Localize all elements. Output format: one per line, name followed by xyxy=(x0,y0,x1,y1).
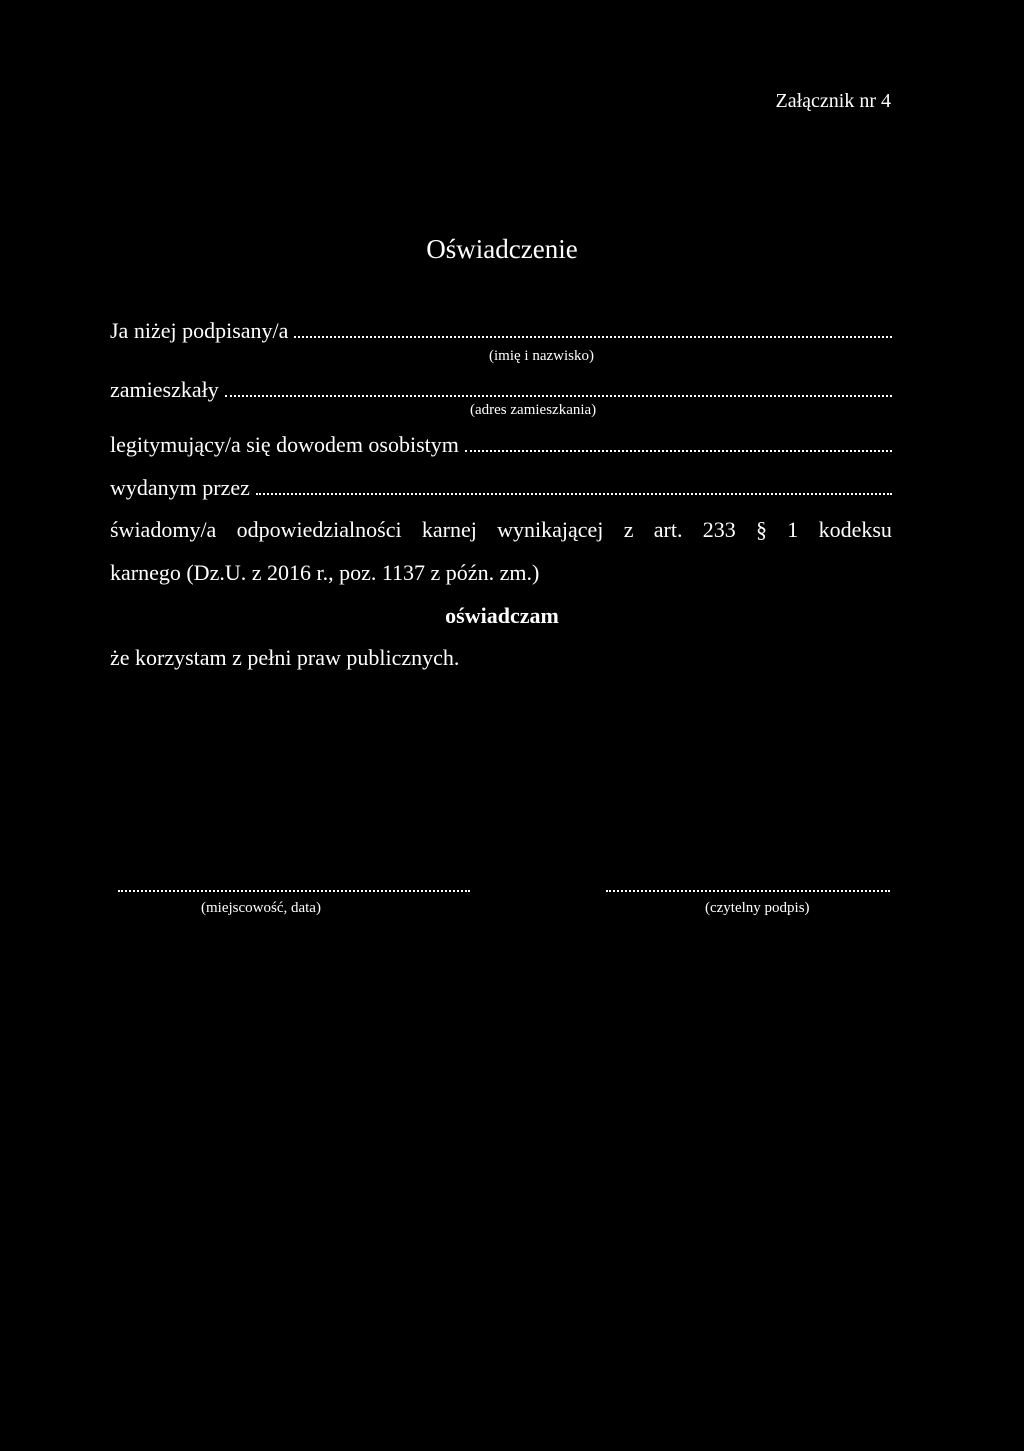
id-document-field xyxy=(110,432,892,458)
awareness-line-2: karnego (Dz.U. z 2016 r., poz. 1137 z późn. zm.) xyxy=(110,560,540,585)
address-field-caption: (adres zamieszkania) xyxy=(470,402,597,418)
awareness-word: art. xyxy=(653,517,683,542)
awareness-word: świadomy/a xyxy=(110,517,217,542)
issued-by-field-label: wydanym przez xyxy=(110,475,250,500)
awareness-word: wynikającej xyxy=(497,517,604,542)
awareness-word: odpowiedzialności xyxy=(236,517,402,542)
statement-text: że korzystam z pełni praw publicznych. xyxy=(110,645,460,670)
place-date-dots xyxy=(118,890,470,892)
signature-dots xyxy=(606,890,890,892)
awareness-word: § xyxy=(756,517,767,542)
declare-word: oświadczam xyxy=(445,603,559,628)
address-field xyxy=(110,377,892,403)
awareness-word: kodeksu xyxy=(818,517,892,542)
address-field-dots xyxy=(225,395,892,397)
name-field xyxy=(110,318,892,344)
awareness-word: 1 xyxy=(787,517,799,542)
awareness-word: karnej xyxy=(421,517,477,542)
issued-by-field xyxy=(110,475,892,501)
name-field-label: Ja niżej podpisany/a xyxy=(110,318,289,343)
document-title: Oświadczenie xyxy=(426,234,578,264)
name-field-caption: (imię i nazwisko) xyxy=(489,348,594,364)
annex-label: Załącznik nr 4 xyxy=(775,90,891,112)
address-field-label: zamieszkały xyxy=(110,377,219,402)
id-document-field-dots xyxy=(465,450,892,452)
issued-by-field-dots xyxy=(256,493,892,495)
place-date-caption: (miejscowość, data) xyxy=(201,900,321,916)
name-field-dots xyxy=(294,336,892,338)
awareness-line-1 xyxy=(110,517,892,543)
id-document-field-label: legitymujący/a się dowodem osobistym xyxy=(110,432,459,457)
awareness-word: z xyxy=(623,517,634,542)
signature-caption: (czytelny podpis) xyxy=(705,900,810,916)
awareness-word: 233 xyxy=(702,517,736,542)
